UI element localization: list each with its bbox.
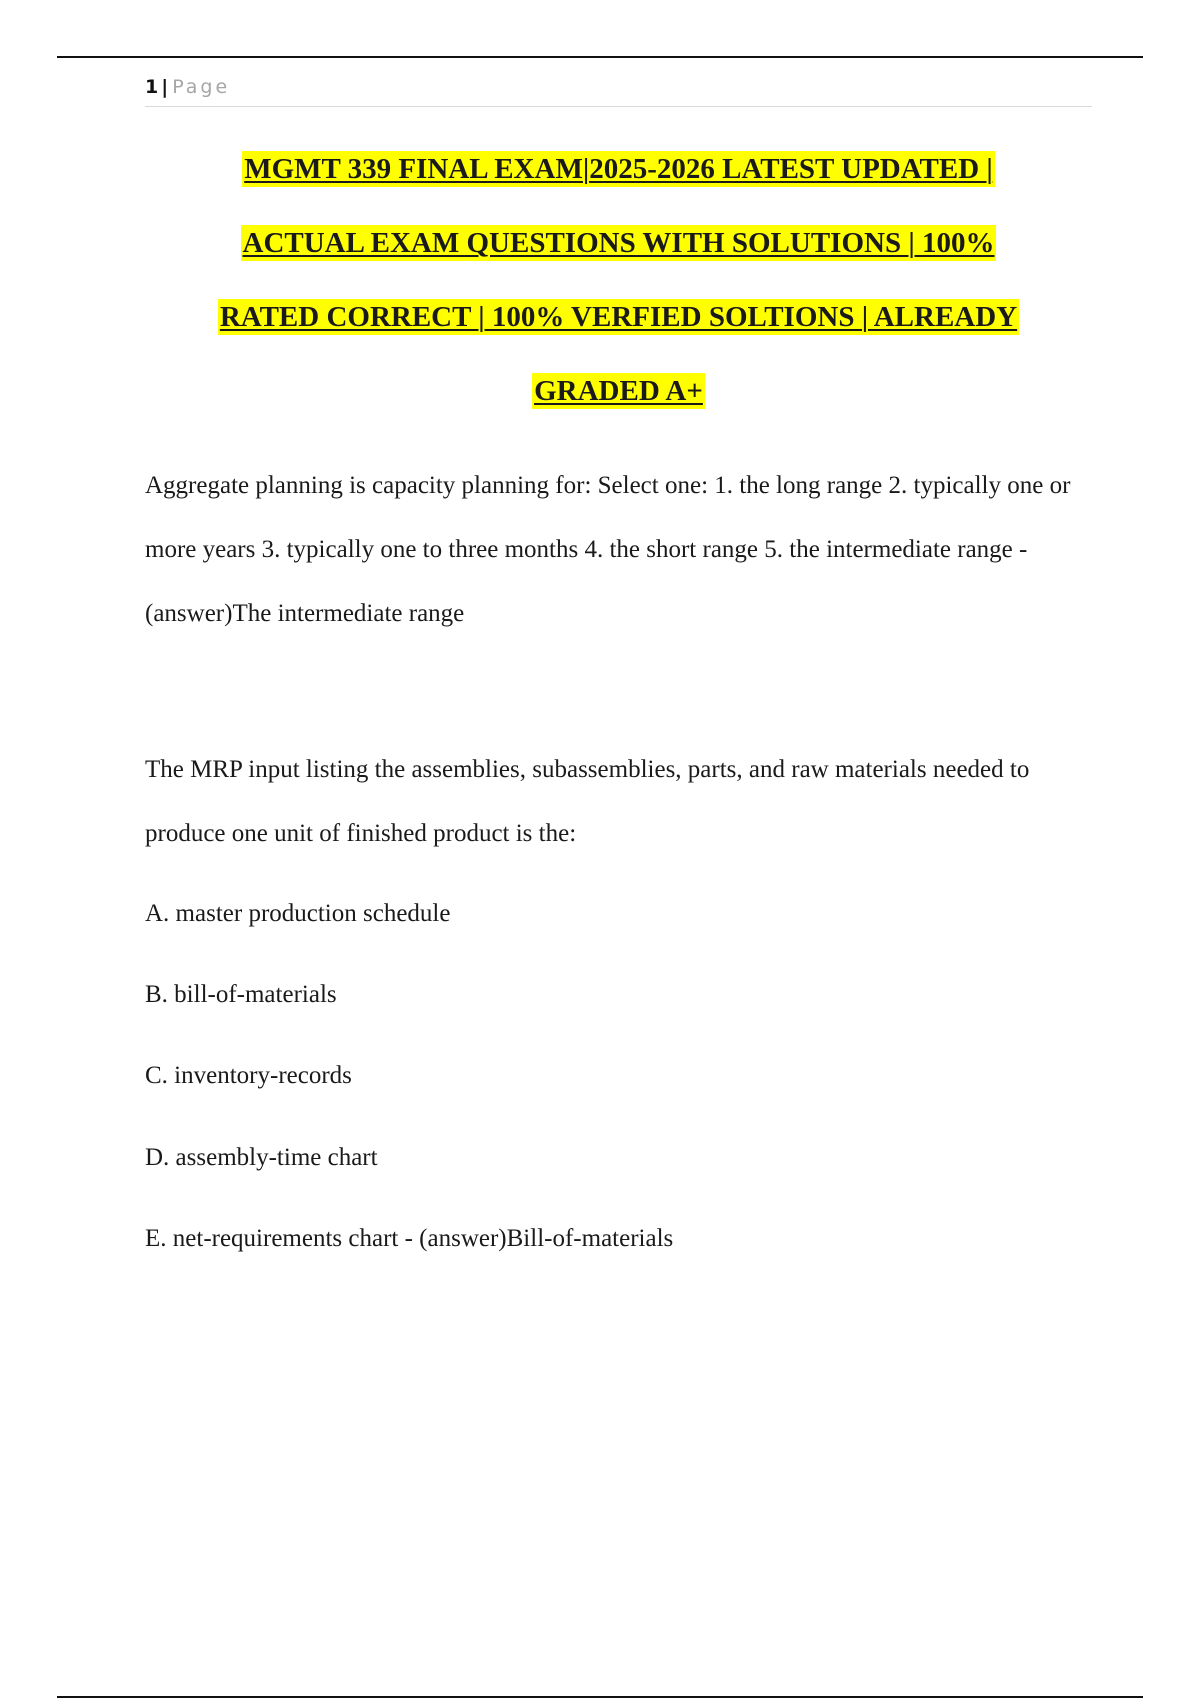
question-2-option-b: B. bill-of-materials bbox=[145, 981, 337, 1008]
document-title bbox=[145, 132, 1092, 428]
title-line-4: GRADED A+ bbox=[534, 375, 703, 407]
question-2-option-e: E. net-requirements chart - (answer)Bill-of-materials bbox=[145, 1225, 674, 1252]
page-separator: | bbox=[161, 76, 169, 98]
top-rule bbox=[57, 56, 1143, 58]
bottom-rule bbox=[57, 1696, 1143, 1698]
page-label: Page bbox=[172, 76, 231, 98]
question-2-option-d: D. assembly-time chart bbox=[145, 1144, 378, 1171]
question-1-text: Aggregate planning is capacity planning for: Select one: 1. the long range 2. typically one or more years 3. typically one to three months 4. the short range 5. the intermediate range - (answer)The intermediate range bbox=[145, 472, 1071, 627]
question-2-text: The MRP input listing the assemblies, subassemblies, parts, and raw materials needed to produce one unit of finished product is the: bbox=[145, 756, 1030, 847]
question-2-option-c: C. inventory-records bbox=[145, 1062, 352, 1089]
title-line-2: ACTUAL EXAM QUESTIONS WITH SOLUTIONS | 100% bbox=[242, 227, 995, 259]
page-header bbox=[145, 74, 1092, 107]
question-2-option-a: A. master production schedule bbox=[145, 900, 451, 927]
title-line-1: MGMT 339 FINAL EXAM|2025-2026 LATEST UPDATED | bbox=[244, 153, 993, 185]
title-line-3: RATED CORRECT | 100% VERFIED SOLTIONS | ALREADY bbox=[219, 301, 1018, 333]
page-number: 1 bbox=[145, 76, 159, 98]
